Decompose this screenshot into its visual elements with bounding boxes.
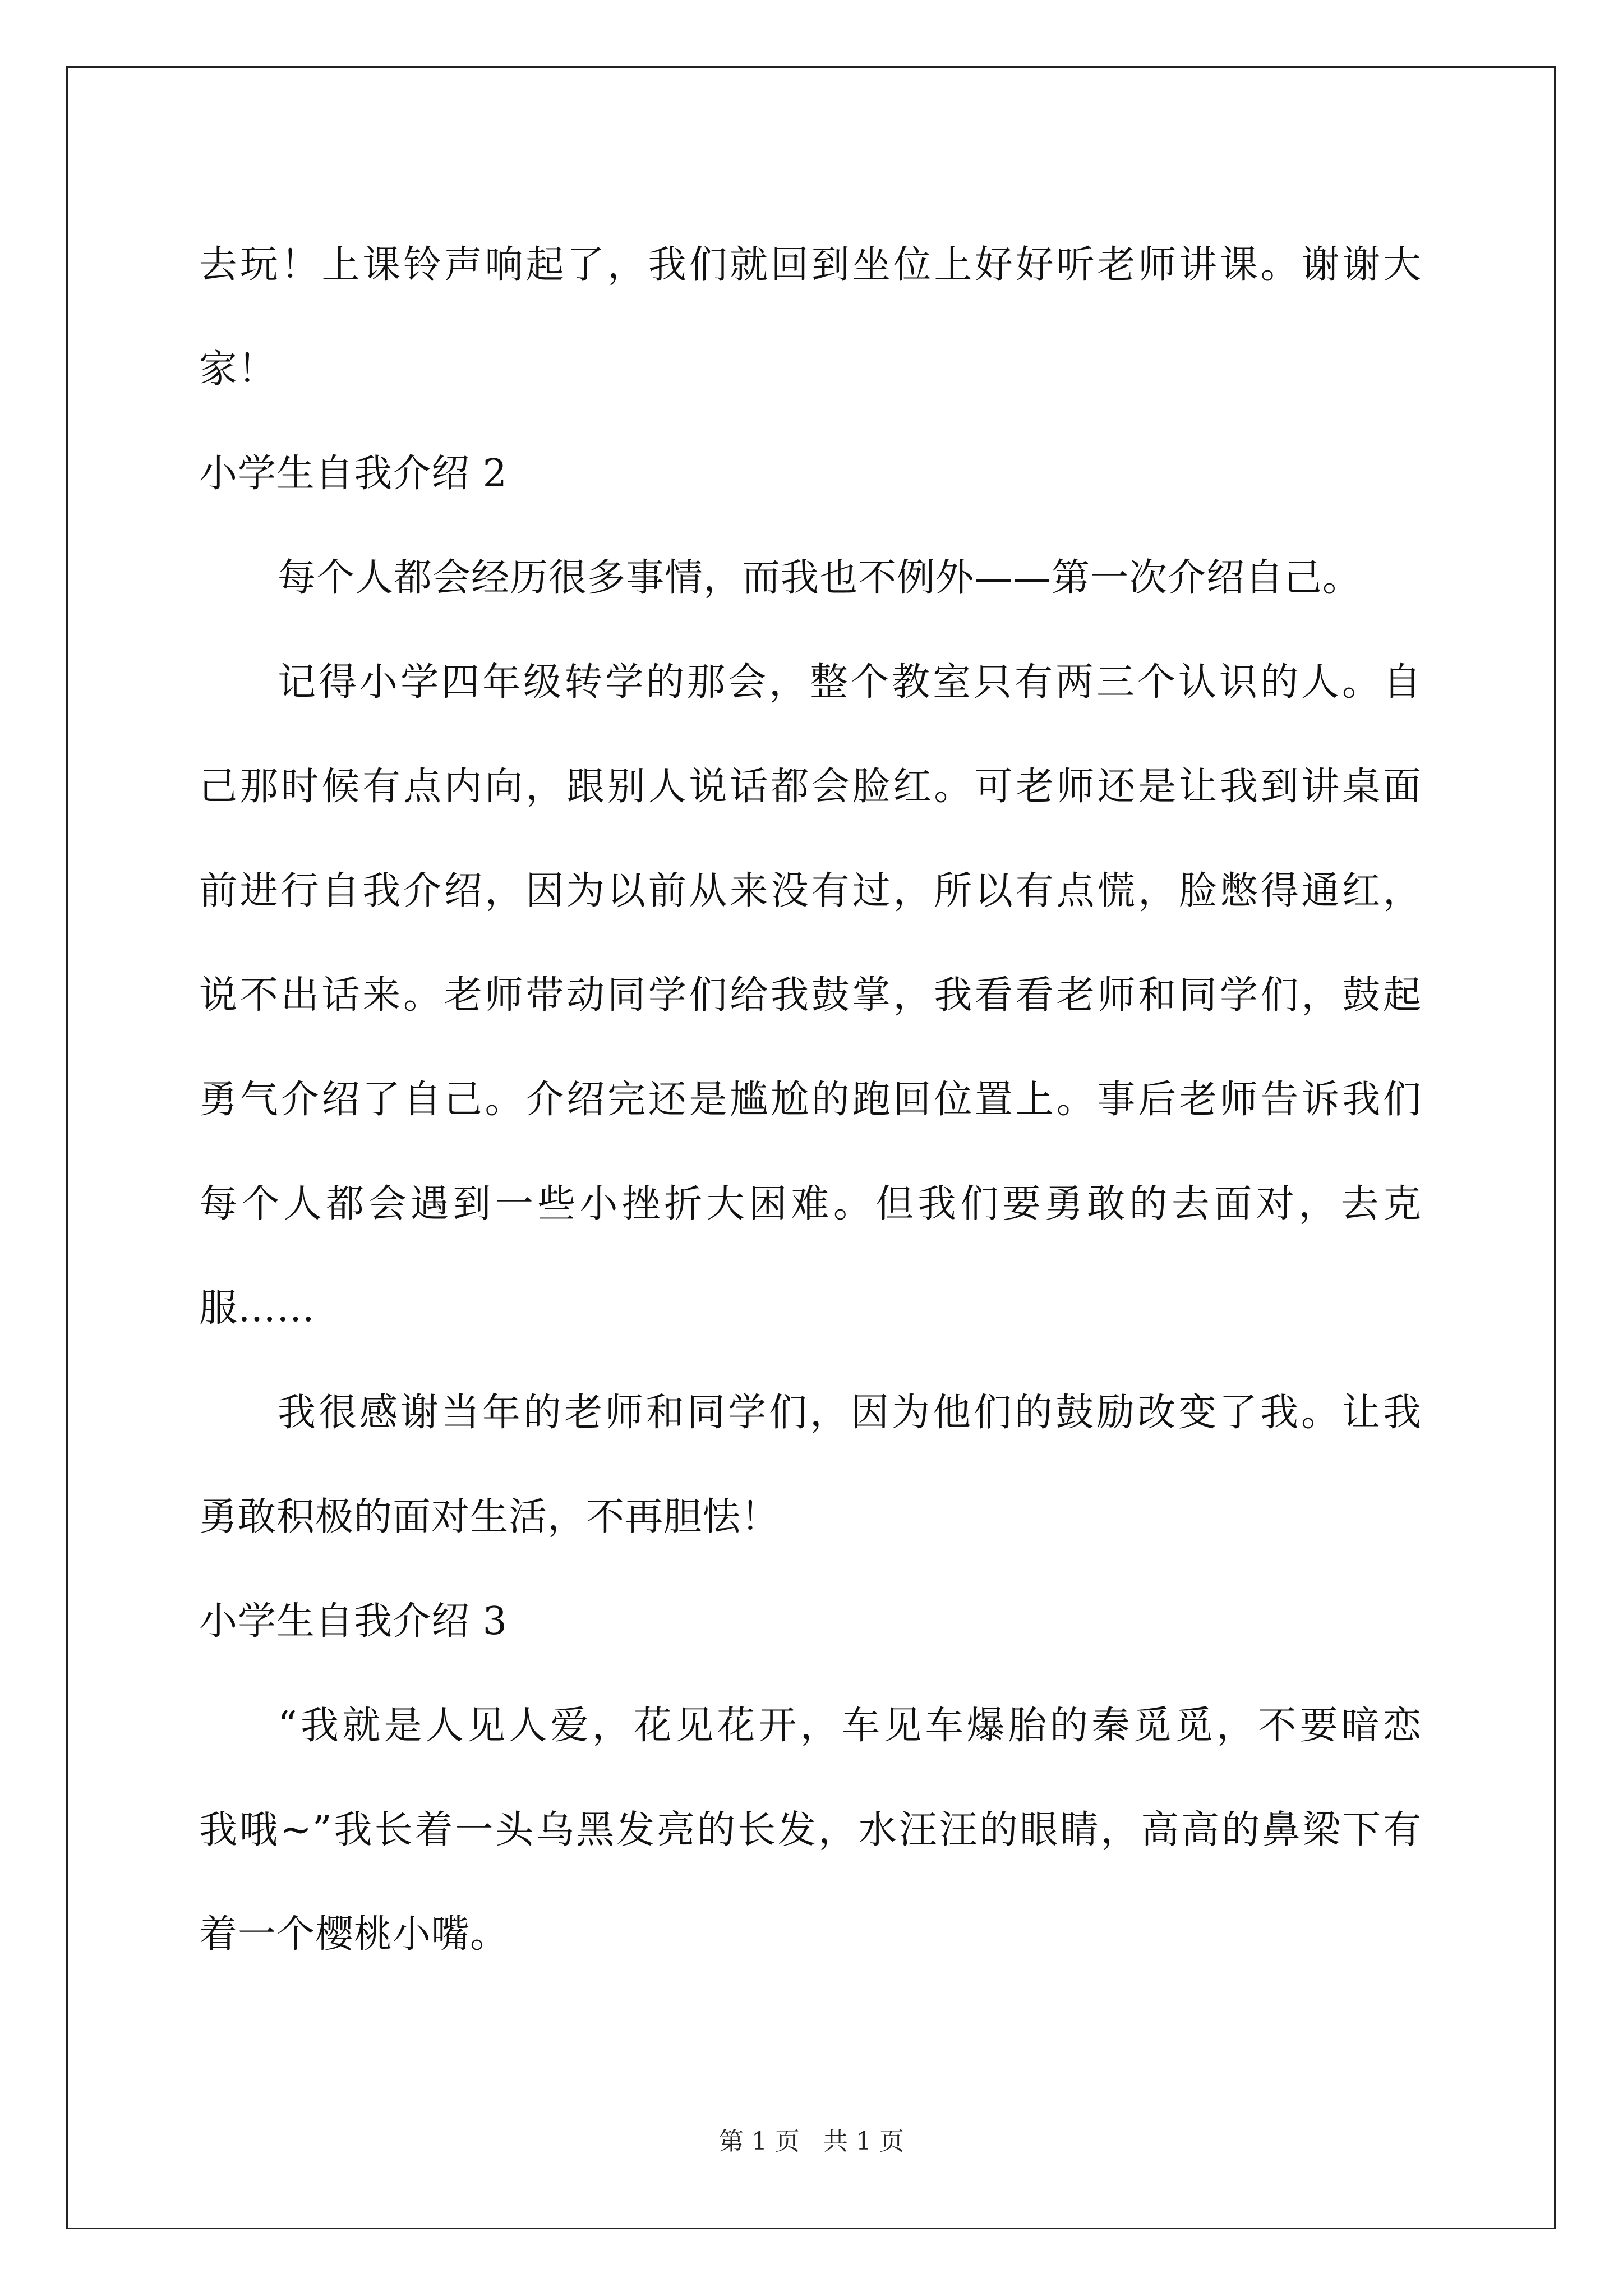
paragraph-line: 前进行自我介绍，因为以前从来没有过，所以有点慌，脸憋得通红， <box>199 869 1422 913</box>
paragraph-line: 服…… <box>199 1286 316 1331</box>
paragraph-line: “我就是人见人爱，花见花开，车见车爆胎的秦觅觅，不要暗恋 <box>278 1704 1422 1748</box>
paragraph-line: 勇气介绍了自己。介绍完还是尴尬的跑回位置上。事后老师告诉我们 <box>199 1078 1422 1122</box>
paragraph-line: 家！ <box>199 347 277 392</box>
paragraph-line: 勇敢积极的面对生活，不再胆怯！ <box>199 1495 780 1539</box>
paragraph-line: 去玩！上课铃声响起了，我们就回到坐位上好好听老师讲课。谢谢大 <box>199 243 1422 287</box>
page-footer: 第 1 页 共 1 页 <box>719 2127 904 2156</box>
paragraph-line: 每个人都会遇到一些小挫折大困难。但我们要勇敢的去面对，去克 <box>199 1182 1422 1226</box>
paragraph-line: 己那时候有点内向，跟别人说话都会脸红。可老师还是让我到讲桌面 <box>199 765 1422 809</box>
paragraph-line: 记得小学四年级转学的那会，整个教室只有两三个认识的人。自 <box>278 660 1422 705</box>
document-body <box>199 213 1422 1987</box>
paragraph-line: 我很感谢当年的老师和同学们，因为他们的鼓励改变了我。让我 <box>278 1391 1422 1435</box>
section-heading: 小学生自我介绍 2 <box>199 452 508 496</box>
section-heading: 小学生自我介绍 3 <box>199 1599 508 1644</box>
paragraph-line: 着一个樱桃小嘴。 <box>199 1912 509 1957</box>
paragraph-line: 每个人都会经历很多事情，而我也不例外——第一次介绍自己。 <box>278 556 1362 600</box>
paragraph-line: 我哦~”我长着一头乌黑发亮的长发，水汪汪的眼睛，高高的鼻梁下有 <box>199 1808 1422 1852</box>
paragraph-line: 说不出话来。老师带动同学们给我鼓掌，我看看老师和同学们，鼓起 <box>199 973 1422 1018</box>
